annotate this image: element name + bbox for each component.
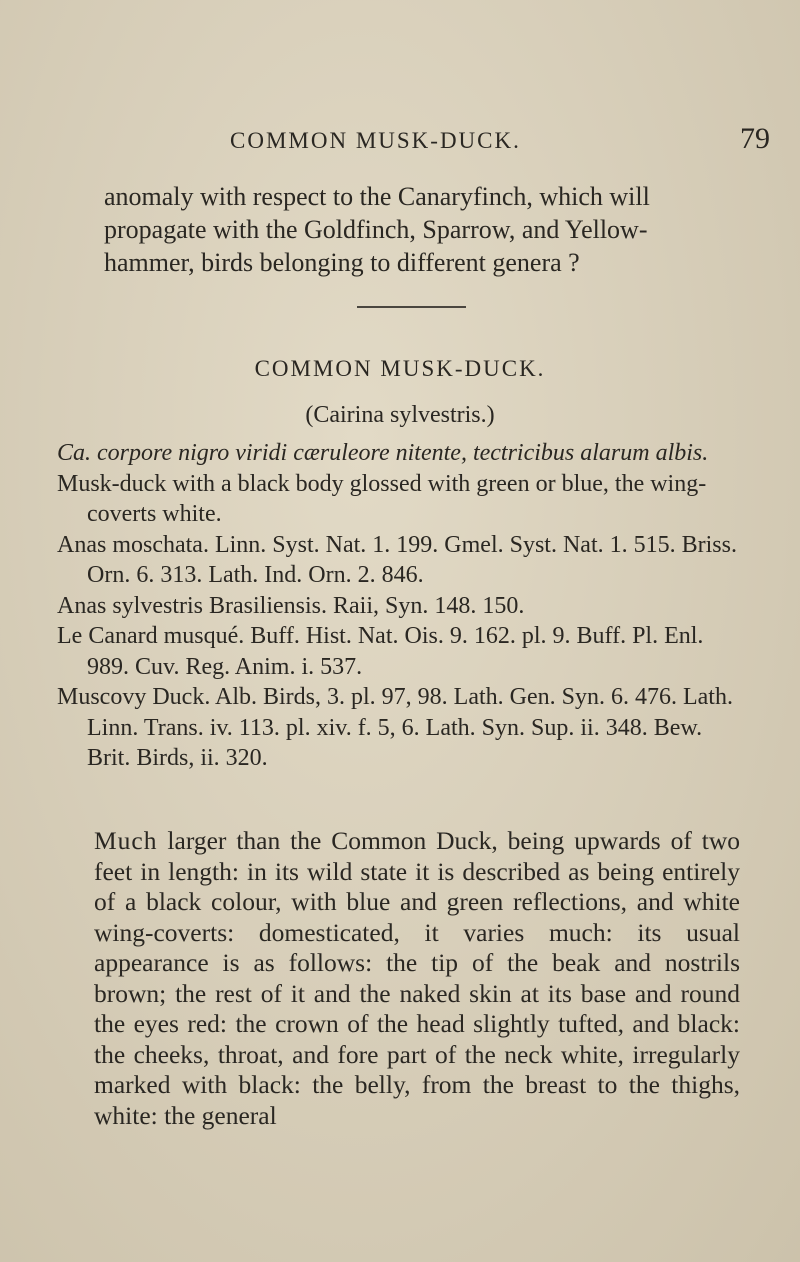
scientific-name: (Cairina sylvestris.)	[305, 402, 495, 428]
opening-word: Much	[94, 826, 158, 855]
description-body: larger than the Common Duck, being upwards of two feet in length: in its wild state it is described as being entirely of a black colour, with blue and green reflections, and white wing-coverts: domesticated, it varies much: its usual appearance is as follows: the tip of the beak and nostrils brown; the rest of it and the naked skin at its base and round the eyes red: the crown of the head slightly tufted, and black: the cheeks, throat, and fore part of the neck white, irregularly marked with black: the belly, from the breast to the thighs, white: the general	[94, 826, 740, 1130]
section-title: COMMON MUSK-DUCK.	[254, 356, 546, 381]
synonymy-entry: Musk-duck with a black body glossed with green or blue, the wing-coverts white.	[57, 470, 707, 527]
synonymy-block	[57, 438, 747, 774]
running-head	[0, 122, 800, 168]
page-number: 79	[740, 122, 770, 155]
synonymy-entry: Anas moschata. Linn. Syst. Nat. 1. 199. Gmel. Syst. Nat. 1. 515. Briss. Orn. 6. 313. Lath. Ind. Orn. 2. 846.	[57, 531, 737, 588]
description-text	[94, 826, 740, 1131]
synonymy-entry: Le Canard musqué. Buff. Hist. Nat. Ois. 9. 162. pl. 9. Buff. Pl. Enl. 989. Cuv. Reg. Anim. i. 537.	[57, 623, 704, 680]
description-paragraph	[94, 826, 740, 1131]
synonymy-entry: Ca. corpore nigro viridi cæruleore nitente, tectricibus alarum albis.	[57, 440, 709, 466]
synonymy-entry: Anas sylvestris Brasiliensis. Raii, Syn. 148. 150.	[57, 592, 525, 619]
intro-paragraph: anomaly with respect to the Canaryfinch, which will propagate with the Goldfinch, Sparrow, and Yellow-hammer, birds belonging to different genera ?	[104, 182, 650, 277]
running-title: COMMON MUSK-DUCK.	[230, 128, 521, 153]
section-divider	[357, 306, 466, 308]
synonymy-entry: Muscovy Duck. Alb. Birds, 3. pl. 97, 98. Lath. Gen. Syn. 6. 476. Lath. Linn. Trans. iv. 113. pl. xiv. f. 5, 6. Lath. Syn. Sup. ii. 348. Bew. Brit. Birds, ii. 320.	[57, 684, 733, 771]
